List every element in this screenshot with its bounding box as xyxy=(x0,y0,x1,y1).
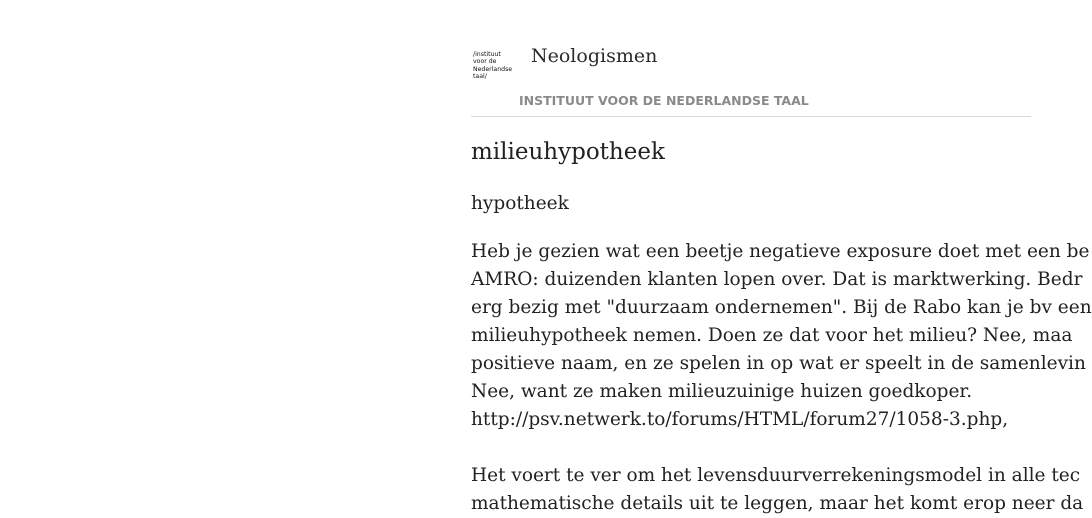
main-content xyxy=(471,0,1092,514)
entry-quotes xyxy=(471,238,1092,518)
site-title[interactable]: Neologismen xyxy=(531,45,658,67)
site-header xyxy=(471,0,1031,117)
quote-line: Nee, want ze maken milieuzuinige huizen goedkoper. xyxy=(471,381,973,402)
quote-line: mathematische details uit te leggen, maar het komt erop neer da xyxy=(471,493,1084,514)
entry-category: hypotheek xyxy=(471,193,569,214)
quote-source-link[interactable]: http://psv.netwerk.to/forums/HTML/forum27/1058-3.php, xyxy=(471,409,1009,430)
quote-line: Heb je gezien wat een beetje negatieve exposure doet met een be xyxy=(471,241,1090,262)
institute-logo[interactable]: /instituut voor de Nederlandse taal/ xyxy=(473,51,513,81)
quote-line: milieuhypotheek nemen. Doen ze dat voor het milieu? Nee, maa xyxy=(471,325,1073,346)
quote-line: positieve naam, en ze spelen in op wat er speelt in de samenlevin xyxy=(471,353,1086,374)
quote-line: Het voert te ver om het levensduurverrekeningsmodel in alle tec xyxy=(471,465,1081,486)
paragraph-spacer xyxy=(471,434,1031,462)
entry-title: milieuhypotheek xyxy=(471,139,665,165)
site-subtitle: INSTITUUT VOOR DE NEDERLANDSE TAAL xyxy=(519,93,809,108)
quote-line: erg bezig met "duurzaam ondernemen". Bij de Rabo kan je bv een xyxy=(471,297,1092,318)
quote-line: AMRO: duizenden klanten lopen over. Dat is marktwerking. Bedr xyxy=(471,269,1083,290)
